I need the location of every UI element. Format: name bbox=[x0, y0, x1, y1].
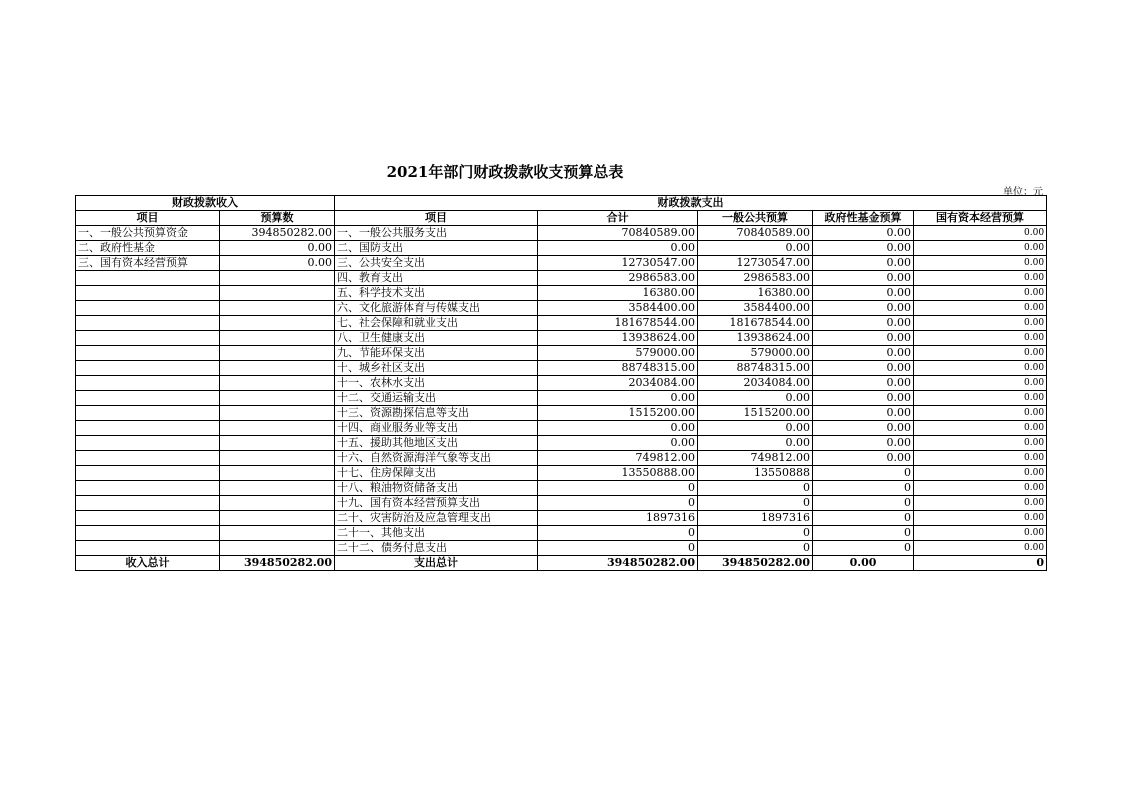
table-row bbox=[76, 406, 1047, 421]
income-amount-cell bbox=[220, 361, 335, 376]
income-item-cell bbox=[76, 466, 220, 481]
expense-state-cell: 0.00 bbox=[914, 376, 1047, 391]
income-item-cell bbox=[76, 421, 220, 436]
table-row bbox=[76, 391, 1047, 406]
table-row bbox=[76, 346, 1047, 361]
expense-general-sum: 394850282.00 bbox=[698, 556, 813, 571]
expense-item-cell: 十六、自然资源海洋气象等支出 bbox=[335, 451, 538, 466]
expense-general-cell: 3584400.00 bbox=[698, 301, 813, 316]
income-total-amount: 394850282.00 bbox=[220, 556, 335, 571]
expense-item-cell: 二、国防支出 bbox=[335, 241, 538, 256]
income-item-cell bbox=[76, 376, 220, 391]
income-amount-cell bbox=[220, 496, 335, 511]
income-item-cell bbox=[76, 541, 220, 556]
expense-state-sum: 0 bbox=[914, 556, 1047, 571]
expense-total-cell: 12730547.00 bbox=[538, 256, 698, 271]
expense-general-cell: 579000.00 bbox=[698, 346, 813, 361]
expense-state-cell: 0.00 bbox=[914, 511, 1047, 526]
table-row bbox=[76, 451, 1047, 466]
expense-general-cell: 2034084.00 bbox=[698, 376, 813, 391]
income-amount-cell bbox=[220, 511, 335, 526]
expense-fund-cell: 0 bbox=[813, 541, 914, 556]
table-row bbox=[76, 331, 1047, 346]
income-item-cell bbox=[76, 301, 220, 316]
expense-total-cell: 2986583.00 bbox=[538, 271, 698, 286]
income-item-cell: 三、国有资本经营预算 bbox=[76, 256, 220, 271]
expense-item-cell: 二十二、债务付息支出 bbox=[335, 541, 538, 556]
expense-state-cell: 0.00 bbox=[914, 391, 1047, 406]
expense-general-cell: 0 bbox=[698, 541, 813, 556]
expense-total-sum: 394850282.00 bbox=[538, 556, 698, 571]
table-row bbox=[76, 316, 1047, 331]
expense-fund-cell: 0.00 bbox=[813, 256, 914, 271]
table-row bbox=[76, 481, 1047, 496]
table-row bbox=[76, 421, 1047, 436]
expense-state-cell: 0.00 bbox=[914, 451, 1047, 466]
expense-state-cell: 0.00 bbox=[914, 421, 1047, 436]
income-amount-cell bbox=[220, 331, 335, 346]
expense-state-cell: 0.00 bbox=[914, 301, 1047, 316]
expense-fund-cell: 0.00 bbox=[813, 421, 914, 436]
expense-total-cell: 0 bbox=[538, 541, 698, 556]
income-amount-cell bbox=[220, 406, 335, 421]
expense-general-cell: 13938624.00 bbox=[698, 331, 813, 346]
title-text: 2021年部门财政拨款收支预算总表 bbox=[386, 163, 624, 181]
group-header-row bbox=[76, 196, 1047, 211]
expense-total-cell: 579000.00 bbox=[538, 346, 698, 361]
expense-item-cell: 二十一、其他支出 bbox=[335, 526, 538, 541]
income-amount-cell bbox=[220, 541, 335, 556]
expense-general-cell: 1515200.00 bbox=[698, 406, 813, 421]
totals-row bbox=[76, 556, 1047, 571]
expense-total-cell: 70840589.00 bbox=[538, 226, 698, 241]
expense-fund-cell: 0 bbox=[813, 511, 914, 526]
income-amount-cell bbox=[220, 316, 335, 331]
expense-item-cell: 三、公共安全支出 bbox=[335, 256, 538, 271]
expense-fund-cell: 0.00 bbox=[813, 226, 914, 241]
table-body bbox=[76, 196, 1047, 571]
table-row bbox=[76, 541, 1047, 556]
table-row bbox=[76, 361, 1047, 376]
expense-item-cell: 十七、住房保障支出 bbox=[335, 466, 538, 481]
budget-table bbox=[75, 195, 1047, 571]
expense-state-cell: 0.00 bbox=[914, 256, 1047, 271]
expense-fund-cell: 0 bbox=[813, 481, 914, 496]
expense-general-cell: 0 bbox=[698, 481, 813, 496]
income-item-cell bbox=[76, 346, 220, 361]
income-item-cell bbox=[76, 511, 220, 526]
table-row bbox=[76, 301, 1047, 316]
expense-fund-cell: 0.00 bbox=[813, 301, 914, 316]
expense-state-cell: 0.00 bbox=[914, 481, 1047, 496]
expense-general-cell: 0.00 bbox=[698, 421, 813, 436]
income-amount-cell bbox=[220, 301, 335, 316]
expense-item-cell: 十八、粮油物资储备支出 bbox=[335, 481, 538, 496]
expense-item-cell: 五、科学技术支出 bbox=[335, 286, 538, 301]
expense-total-cell: 181678544.00 bbox=[538, 316, 698, 331]
expense-general-cell: 0.00 bbox=[698, 436, 813, 451]
table-row bbox=[76, 436, 1047, 451]
income-item-cell bbox=[76, 316, 220, 331]
income-item-cell bbox=[76, 481, 220, 496]
expense-total-label: 支出总计 bbox=[335, 556, 538, 571]
expense-item-cell: 一、一般公共服务支出 bbox=[335, 226, 538, 241]
expense-general-cell: 181678544.00 bbox=[698, 316, 813, 331]
expense-total-cell: 1515200.00 bbox=[538, 406, 698, 421]
expense-state-cell: 0.00 bbox=[914, 406, 1047, 421]
expense-fund-cell: 0 bbox=[813, 496, 914, 511]
total-header: 合计 bbox=[538, 211, 698, 226]
expense-total-cell: 0 bbox=[538, 526, 698, 541]
expense-general-cell: 1897316 bbox=[698, 511, 813, 526]
state-capital-header: 国有资本经营预算 bbox=[914, 211, 1047, 226]
expense-fund-cell: 0.00 bbox=[813, 376, 914, 391]
income-item-cell bbox=[76, 406, 220, 421]
income-amount-cell bbox=[220, 481, 335, 496]
expense-state-cell: 0.00 bbox=[914, 226, 1047, 241]
income-amount-cell bbox=[220, 436, 335, 451]
expense-fund-cell: 0.00 bbox=[813, 241, 914, 256]
income-amount-cell: 394850282.00 bbox=[220, 226, 335, 241]
expense-item-cell: 十二、交通运输支出 bbox=[335, 391, 538, 406]
expense-general-cell: 749812.00 bbox=[698, 451, 813, 466]
expense-fund-cell: 0.00 bbox=[813, 346, 914, 361]
income-amount-cell bbox=[220, 271, 335, 286]
expense-total-cell: 0.00 bbox=[538, 421, 698, 436]
expense-total-cell: 13938624.00 bbox=[538, 331, 698, 346]
table-row bbox=[76, 256, 1047, 271]
expense-total-cell: 749812.00 bbox=[538, 451, 698, 466]
expense-fund-cell: 0 bbox=[813, 466, 914, 481]
income-item-cell bbox=[76, 286, 220, 301]
income-item-cell bbox=[76, 496, 220, 511]
table-row bbox=[76, 466, 1047, 481]
expense-state-cell: 0.00 bbox=[914, 496, 1047, 511]
expense-state-cell: 0.00 bbox=[914, 271, 1047, 286]
expense-total-cell: 0.00 bbox=[538, 241, 698, 256]
income-total-label: 收入总计 bbox=[76, 556, 220, 571]
income-amount-cell bbox=[220, 346, 335, 361]
table-row bbox=[76, 526, 1047, 541]
expense-general-cell: 0.00 bbox=[698, 391, 813, 406]
expense-state-cell: 0.00 bbox=[914, 436, 1047, 451]
income-amount-cell bbox=[220, 421, 335, 436]
table-row bbox=[76, 241, 1047, 256]
expense-item-cell: 十四、商业服务业等支出 bbox=[335, 421, 538, 436]
expense-state-cell: 0.00 bbox=[914, 541, 1047, 556]
column-header-row bbox=[76, 211, 1047, 226]
expense-fund-cell: 0.00 bbox=[813, 361, 914, 376]
income-amount-cell bbox=[220, 451, 335, 466]
page-title bbox=[0, 161, 1122, 182]
expense-total-cell: 16380.00 bbox=[538, 286, 698, 301]
expense-item-cell: 十、城乡社区支出 bbox=[335, 361, 538, 376]
expense-fund-cell: 0.00 bbox=[813, 451, 914, 466]
income-item-cell bbox=[76, 331, 220, 346]
expense-fund-cell: 0.00 bbox=[813, 436, 914, 451]
expense-total-cell: 0.00 bbox=[538, 391, 698, 406]
income-amount-cell: 0.00 bbox=[220, 241, 335, 256]
income-amount-cell bbox=[220, 391, 335, 406]
expense-total-cell: 2034084.00 bbox=[538, 376, 698, 391]
income-item-header: 项目 bbox=[76, 211, 220, 226]
expense-fund-cell: 0.00 bbox=[813, 391, 914, 406]
expense-item-cell: 八、卫生健康支出 bbox=[335, 331, 538, 346]
general-header: 一般公共预算 bbox=[698, 211, 813, 226]
expense-state-cell: 0.00 bbox=[914, 346, 1047, 361]
expense-item-cell: 二十、灾害防治及应急管理支出 bbox=[335, 511, 538, 526]
expense-general-cell: 0 bbox=[698, 526, 813, 541]
expense-item-cell: 七、社会保障和就业支出 bbox=[335, 316, 538, 331]
expense-total-cell: 0 bbox=[538, 496, 698, 511]
income-item-cell bbox=[76, 271, 220, 286]
expense-general-cell: 13550888 bbox=[698, 466, 813, 481]
income-item-cell: 二、政府性基金 bbox=[76, 241, 220, 256]
expense-state-cell: 0.00 bbox=[914, 361, 1047, 376]
expense-state-cell: 0.00 bbox=[914, 331, 1047, 346]
expense-item-cell: 十九、国有资本经营预算支出 bbox=[335, 496, 538, 511]
income-item-cell bbox=[76, 436, 220, 451]
expense-fund-cell: 0 bbox=[813, 526, 914, 541]
expense-item-header: 项目 bbox=[335, 211, 538, 226]
income-item-cell bbox=[76, 361, 220, 376]
expense-state-cell: 0.00 bbox=[914, 286, 1047, 301]
expense-fund-sum: 0.00 bbox=[813, 556, 914, 571]
table-row bbox=[76, 496, 1047, 511]
expense-state-cell: 0.00 bbox=[914, 526, 1047, 541]
income-amount-cell bbox=[220, 526, 335, 541]
table-row bbox=[76, 376, 1047, 391]
expense-item-cell: 九、节能环保支出 bbox=[335, 346, 538, 361]
expense-general-cell: 2986583.00 bbox=[698, 271, 813, 286]
expense-total-cell: 1897316 bbox=[538, 511, 698, 526]
expense-state-cell: 0.00 bbox=[914, 466, 1047, 481]
expense-fund-cell: 0.00 bbox=[813, 271, 914, 286]
expense-group-header: 财政拨款支出 bbox=[335, 196, 1047, 211]
table-row bbox=[76, 286, 1047, 301]
income-amount-header: 预算数 bbox=[220, 211, 335, 226]
expense-total-cell: 0 bbox=[538, 481, 698, 496]
income-amount-cell bbox=[220, 376, 335, 391]
expense-total-cell: 3584400.00 bbox=[538, 301, 698, 316]
expense-total-cell: 0.00 bbox=[538, 436, 698, 451]
expense-total-cell: 88748315.00 bbox=[538, 361, 698, 376]
expense-fund-cell: 0.00 bbox=[813, 286, 914, 301]
expense-fund-cell: 0.00 bbox=[813, 316, 914, 331]
income-item-cell bbox=[76, 451, 220, 466]
income-amount-cell bbox=[220, 466, 335, 481]
income-amount-cell bbox=[220, 286, 335, 301]
income-item-cell bbox=[76, 526, 220, 541]
expense-general-cell: 88748315.00 bbox=[698, 361, 813, 376]
expense-state-cell: 0.00 bbox=[914, 316, 1047, 331]
expense-general-cell: 12730547.00 bbox=[698, 256, 813, 271]
expense-item-cell: 十三、资源勘探信息等支出 bbox=[335, 406, 538, 421]
expense-general-cell: 16380.00 bbox=[698, 286, 813, 301]
expense-fund-cell: 0.00 bbox=[813, 406, 914, 421]
expense-total-cell: 13550888.00 bbox=[538, 466, 698, 481]
expense-general-cell: 70840589.00 bbox=[698, 226, 813, 241]
expense-general-cell: 0 bbox=[698, 496, 813, 511]
income-amount-cell: 0.00 bbox=[220, 256, 335, 271]
expense-item-cell: 六、文化旅游体育与传媒支出 bbox=[335, 301, 538, 316]
expense-item-cell: 四、教育支出 bbox=[335, 271, 538, 286]
unit-label: 单位：元 bbox=[1003, 187, 1043, 198]
income-item-cell: 一、一般公共预算资金 bbox=[76, 226, 220, 241]
income-group-header: 财政拨款收入 bbox=[76, 196, 335, 211]
table-row bbox=[76, 511, 1047, 526]
expense-general-cell: 0.00 bbox=[698, 241, 813, 256]
table-row bbox=[76, 271, 1047, 286]
expense-item-cell: 十五、援助其他地区支出 bbox=[335, 436, 538, 451]
expense-item-cell: 十一、农林水支出 bbox=[335, 376, 538, 391]
expense-fund-cell: 0.00 bbox=[813, 331, 914, 346]
fund-header: 政府性基金预算 bbox=[813, 211, 914, 226]
table-row bbox=[76, 226, 1047, 241]
income-item-cell bbox=[76, 391, 220, 406]
expense-state-cell: 0.00 bbox=[914, 241, 1047, 256]
